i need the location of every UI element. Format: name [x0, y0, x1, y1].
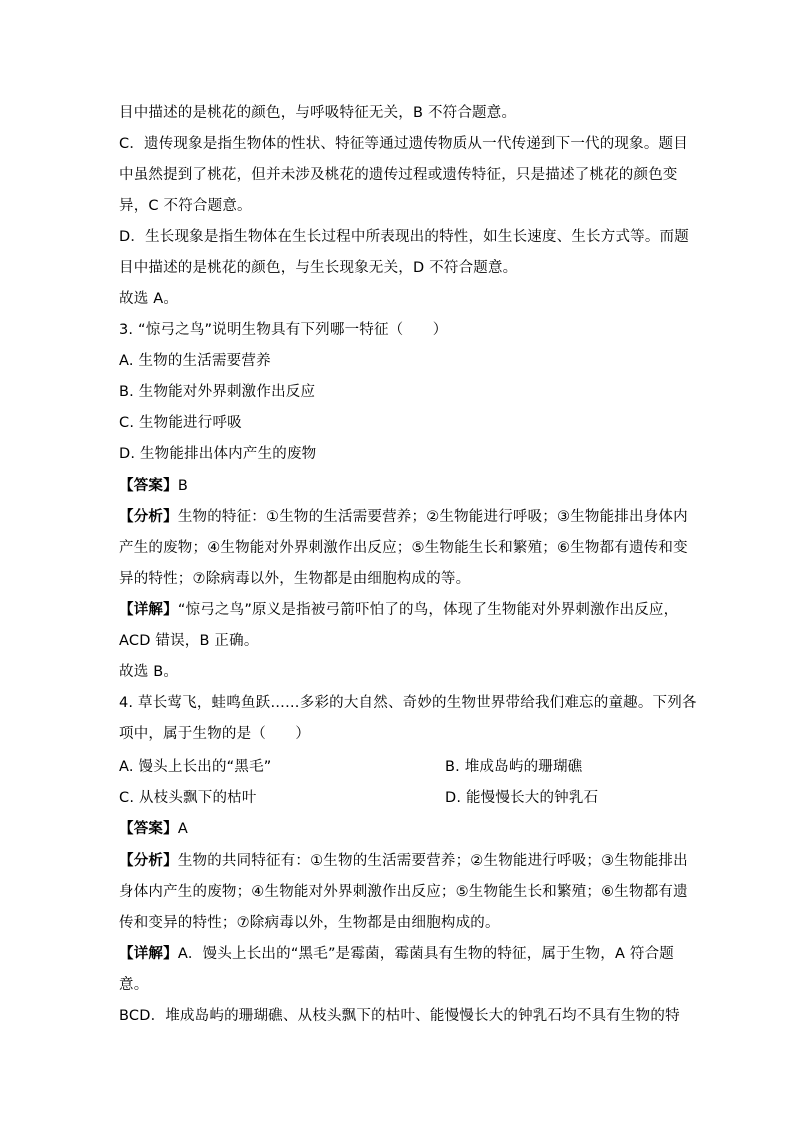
answer-3	[119, 476, 188, 496]
analysis-4-line-1	[119, 851, 688, 871]
analysis-3-line-1	[119, 507, 688, 527]
answer-value: B	[177, 478, 188, 494]
question-3-option-a: A. 生物的生活需要营养	[119, 353, 271, 369]
question-3-option-c: C. 生物能进行呼吸	[119, 415, 242, 431]
detail-4-line-3: BCD．堆成岛屿的珊瑚礁、从枝头飘下的枯叶、能慢慢长大的钟乳石均不具有生物的特	[119, 1008, 680, 1024]
detail-tag: 【详解】	[119, 602, 178, 618]
detail-3-line-2: ACD 错误，B 正确。	[119, 633, 259, 649]
question-4-option-a: A. 馒头上长出的“黑毛”	[119, 759, 272, 775]
analysis-tag: 【分析】	[119, 509, 178, 525]
answer-4	[119, 819, 188, 839]
question-4-stem-line-1: 4. 草长莺飞，蛙鸣鱼跃……多彩的大自然、奇妙的生物世界带给我们难忘的童趣。下列各	[119, 695, 697, 711]
question-4-option-c: C. 从枝头飘下的枯叶	[119, 790, 257, 806]
answer-tag: 【答案】	[119, 821, 178, 837]
text-line: 故选 A。	[119, 291, 179, 307]
answer-tag: 【答案】	[119, 478, 178, 494]
text-line: 目中描述的是桃花的颜色，与生长现象无关，D 不符合题意。	[119, 260, 518, 276]
detail-tag: 【详解】	[119, 946, 178, 962]
question-3-option-d: D. 生物能排出体内产生的废物	[119, 446, 317, 462]
question-4-options-row-1	[119, 757, 272, 777]
detail-text: “惊弓之鸟”原义是指被弓箭吓怕了的鸟，体现了生物能对外界刺激作出反应，	[177, 602, 679, 618]
text-line: 目中描述的是桃花的颜色，与呼吸特征无关，B 不符合题意。	[119, 105, 517, 121]
detail-text: A．馒头上长出的“黑毛”是霉菌，霉菌具有生物的特征，属于生物，A 符合题	[177, 946, 674, 962]
detail-3-line-1	[119, 600, 678, 620]
text-line: D．生长现象是指生物体在生长过程中所表现出的特性，如生长速度、生长方式等。而题	[119, 229, 689, 245]
selection-3: 故选 B。	[119, 664, 179, 680]
question-3-stem: 3. “惊弓之鸟”说明生物具有下列哪一特征（ ）	[119, 322, 448, 338]
question-4-option-d: D. 能慢慢长大的钟乳石	[445, 790, 599, 806]
question-3-option-b: B. 生物能对外界刺激作出反应	[119, 384, 316, 400]
analysis-3-line-2: 产生的废物；④生物能对外界刺激作出反应；⑤生物能生长和繁殖；⑥生物都有遗传和变	[119, 540, 688, 556]
text-line: 异，C 不符合题意。	[119, 198, 252, 214]
question-4-stem-line-2: 项中，属于生物的是（ ）	[119, 726, 311, 742]
analysis-text: 生物的特征：①生物的生活需要营养；②生物能进行呼吸；③生物能排出身体内	[177, 509, 688, 525]
question-4-option-b: B. 堆成岛屿的珊瑚礁	[445, 759, 583, 775]
detail-4-line-2: 意。	[119, 977, 149, 993]
text-line: 中虽然提到了桃花，但并未涉及桃花的遗传过程或遗传特征，只是描述了桃花的颜色变	[119, 167, 678, 183]
analysis-3-line-3: 异的特性；⑦除病毒以外，生物都是由细胞构成的等。	[119, 571, 471, 587]
analysis-4-line-2: 身体内产生的废物；④生物能对外界刺激作出反应；⑤生物能生长和繁殖；⑥生物都有遗	[119, 884, 688, 900]
analysis-tag: 【分析】	[119, 853, 178, 869]
text-line: C．遗传现象是指生物体的性状、特征等通过遗传物质从一代传递到下一代的现象。题目	[119, 136, 688, 152]
analysis-text: 生物的共同特征有：①生物的生活需要营养；②生物能进行呼吸；③生物能排出	[177, 853, 688, 869]
detail-4-line-1	[119, 944, 674, 964]
question-4-options-row-2	[119, 788, 257, 808]
analysis-4-line-3: 传和变异的特性；⑦除病毒以外，生物都是由细胞构成的。	[119, 915, 500, 931]
answer-value: A	[177, 821, 188, 837]
